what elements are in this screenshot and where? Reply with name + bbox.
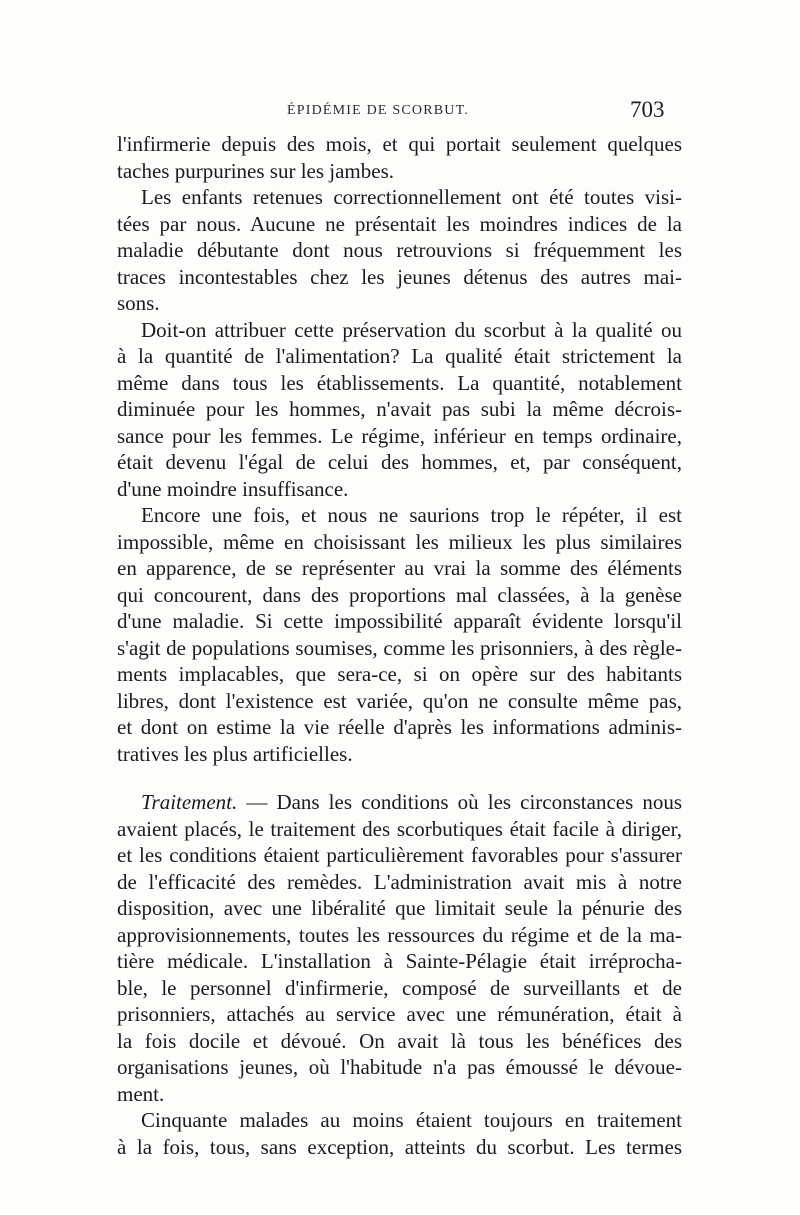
- text-line: Doit-on attribuer cette préservation du scorbut à la qualité ou: [141, 317, 682, 342]
- page-number: 703: [630, 97, 665, 122]
- text-line: organisations jeunes, où l'habitude n'a pas émoussé le dévoue-: [117, 1055, 682, 1079]
- text-line: ments implacables, que sera-ce, si on opère sur des habitants: [117, 662, 682, 686]
- text-line: à la quantité de l'alimentation? La qualité était strictement la: [117, 344, 682, 368]
- section-gap: [117, 767, 682, 789]
- text-line: avaient placés, le traitement des scorbutiques était facile à diriger,: [117, 816, 682, 841]
- text-line: Cinquante malades au moins étaient toujours en traitement: [141, 1108, 682, 1132]
- text-line: Les enfants retenues correctionnellement ont été toutes visi-: [141, 185, 682, 209]
- text-line: ment.: [117, 1081, 165, 1106]
- running-title: ÉPIDÉMIE DE SCORBUT.: [287, 103, 470, 118]
- text-line: traces incontestables chez les jeunes détenus des autres mai-: [117, 264, 682, 289]
- text-line: [117, 789, 682, 816]
- text-line-content: Dans les conditions où les circonstances nous: [276, 790, 683, 814]
- text-line: d'une moindre insuffisance.: [117, 476, 349, 501]
- text-line: taches purpurines sur les jambes.: [117, 158, 395, 183]
- text-line: libres, dont l'existence est variée, qu'on ne consulte même pas,: [117, 688, 682, 713]
- text-line: sance pour les femmes. Le régime, inférieur en temps ordinaire,: [117, 423, 682, 448]
- text-line: tées par nous. Aucune ne présentait les moindres indices de la: [117, 211, 682, 236]
- text-line: en apparence, de se représenter au vrai la somme des éléments: [117, 556, 682, 580]
- section-label: Traitement.: [141, 790, 238, 814]
- text-line: même dans tous les établissements. La quantité, notablement: [117, 370, 682, 395]
- text-line: d'une maladie. Si cette impossibilité apparaît évidente lorsqu'il: [117, 609, 682, 633]
- text-line: prisonniers, attachés au service avec une rémunération, était à: [117, 1002, 682, 1026]
- section-dash: —: [237, 790, 277, 814]
- text-line: était devenu l'égal de celui des hommes, et, par conséquent,: [117, 450, 682, 474]
- text-line: impossible, même en choisissant les milieux les plus similaires: [117, 529, 682, 554]
- text-line: tière médicale. L'installation à Sainte-Pélagie était irréprocha-: [117, 949, 682, 973]
- text-line: de l'efficacité des remèdes. L'administration avait mis à notre: [117, 869, 682, 894]
- text-line: et les conditions étaient particulièrement favorables pour s'assurer: [117, 843, 682, 867]
- text-line: maladie débutante dont nous retrouvions si fréquemment les: [117, 238, 682, 262]
- text-line: à la fois, tous, sans exception, atteints du scorbut. Les termes: [117, 1134, 682, 1159]
- text-line: diminuée pour les hommes, n'avait pas subi la même décrois-: [117, 397, 682, 421]
- text-line: ble, le personnel d'infirmerie, composé de surveillants et de: [117, 975, 682, 1000]
- text-line: approvisionnements, toutes les ressources du régime et de la ma-: [117, 922, 682, 947]
- text-line: disposition, avec une libéralité que limitait seule la pénurie des: [117, 896, 682, 920]
- running-head: [0, 97, 800, 127]
- text-line: et dont on estime la vie réelle d'après les informations adminis-: [117, 715, 682, 739]
- text-line: Encore une fois, et nous ne saurions trop le répéter, il est: [141, 503, 682, 527]
- text-line: tratives les plus artificielles.: [117, 741, 353, 766]
- text-line: la fois docile et dévoué. On avait là tous les bénéfices des: [117, 1028, 682, 1053]
- text-line: s'agit de populations soumises, comme les prisonniers, à des règle-: [117, 635, 682, 660]
- text-line: l'infirmerie depuis des mois, et qui portait seulement quelques: [117, 132, 682, 156]
- text-line: qui concourent, dans des proportions mal classées, à la genèse: [117, 582, 682, 607]
- body-text: [117, 131, 682, 1160]
- text-line: sons.: [117, 291, 160, 315]
